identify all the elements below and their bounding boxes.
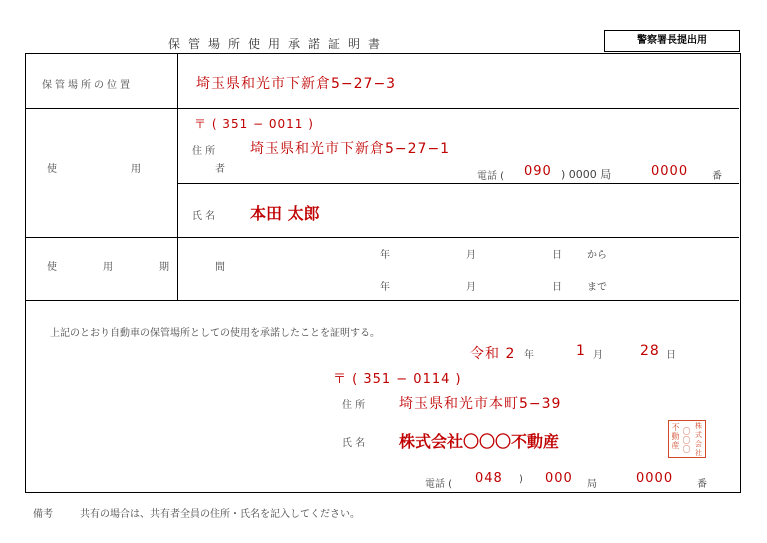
seal-middle-column: 〇〇〇	[682, 427, 691, 454]
period-from-month-unit: 月	[466, 250, 476, 261]
divider-certificate	[26, 300, 739, 301]
period-to-text: まで	[587, 282, 607, 293]
certificate-month-unit: 月	[593, 350, 603, 361]
certificate-year-unit: 年	[524, 350, 534, 361]
seal-right-column: 株式会社	[695, 422, 702, 457]
certificate-era-year: 令和 2	[470, 346, 516, 362]
user-address-label: 住 所	[192, 146, 216, 157]
user-phone-mid: ) 0000 局	[561, 168, 612, 181]
user-name-label: 氏 名	[192, 211, 216, 222]
note-text: 共有の場合は、共有者全員の住所・氏名を記入してください。	[80, 509, 360, 520]
user-address: 埼玉県和光市下新倉5−27−1	[250, 141, 451, 157]
certificate-name: 株式会社〇〇〇不動産	[399, 432, 560, 451]
certificate-address: 埼玉県和光市本町5−39	[399, 396, 562, 412]
location-label: 保管場所の位置	[42, 80, 133, 91]
certificate-month-value: 1	[576, 343, 586, 359]
user-phone-suffix: 番	[712, 171, 722, 182]
seal-left-column: 不動産	[671, 423, 680, 450]
location-value: 埼玉県和光市下新倉5−27−3	[196, 76, 397, 92]
user-phone-last: 0000	[651, 164, 689, 179]
period-to-month-unit: 月	[466, 282, 476, 293]
certificate-name-label: 氏 名	[342, 438, 366, 449]
certificate-phone-suffix: 番	[697, 479, 707, 490]
period-from-text: から	[587, 250, 607, 261]
company-seal	[668, 420, 706, 458]
certificate-phone-paren: )	[519, 474, 523, 485]
note-label: 備考	[33, 509, 53, 520]
user-phone-area: 090	[524, 164, 552, 179]
certificate-address-label: 住 所	[342, 400, 366, 411]
document-title: 保管場所使用承諾証明書	[168, 37, 389, 51]
divider-user-name	[178, 183, 739, 184]
certificate-postal: 〒 ( 351 − 0114 )	[333, 372, 462, 387]
user-phone-prefix: 電話 (	[477, 171, 505, 182]
submit-destination-box: 警察署長提出用	[604, 30, 740, 52]
certificate-day-unit: 日	[666, 350, 676, 361]
period-to-day-unit: 日	[552, 282, 562, 293]
user-postal: 〒 ( 351 − 0011 )	[194, 117, 314, 131]
certificate-statement: 上記のとおり自動車の保管場所としての使用を承諾したことを証明する。	[50, 328, 380, 339]
certificate-phone-area: 048	[475, 471, 503, 486]
certificate-phone-last: 0000	[636, 471, 674, 486]
divider-period	[26, 237, 739, 238]
period-from-day-unit: 日	[552, 250, 562, 261]
certificate-day-value: 28	[640, 343, 660, 359]
certificate-phone-prefix: 電話 (	[425, 479, 453, 490]
divider-location	[26, 108, 739, 109]
period-label: 使 用 期 間	[47, 262, 243, 273]
user-label: 使 用 者	[47, 164, 257, 175]
user-name: 本田 太郎	[250, 204, 320, 223]
form-frame	[25, 53, 741, 493]
period-from-year-unit: 年	[380, 250, 390, 261]
period-to-year-unit: 年	[380, 282, 390, 293]
certificate-phone-kyoku: 局	[587, 479, 597, 490]
certificate-phone-mid: 000	[545, 471, 573, 486]
